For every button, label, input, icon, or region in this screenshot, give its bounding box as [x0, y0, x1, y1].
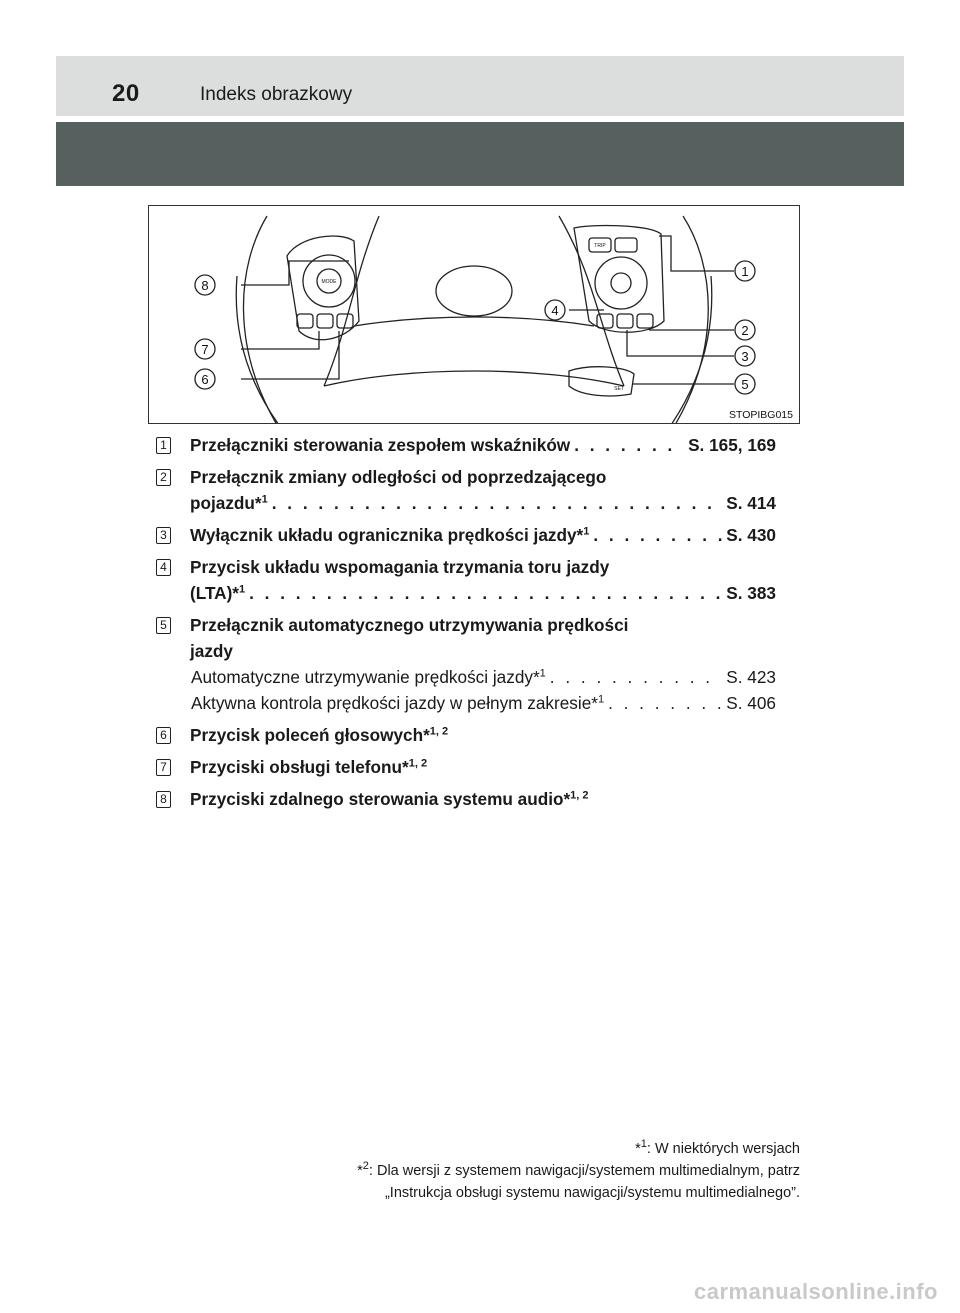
item-title: Przyciski zdalnego sterowania systemu audio*	[190, 789, 571, 809]
item-title: Wyłącznik układu ogranicznika prędkości jazdy*	[190, 525, 584, 545]
list-item	[156, 722, 776, 748]
sub-item-page-ref: S. 406	[726, 693, 776, 713]
header-bar	[56, 56, 904, 116]
list-item	[156, 432, 776, 458]
trip-button-label: TRIP	[594, 243, 606, 249]
callout-3: 3	[741, 349, 749, 364]
item-page-ref: S. 383	[726, 583, 776, 603]
footnote-ref: 1	[261, 493, 268, 506]
footnote-2: *$^2$: Dla wersji z systemem nawigacji/systemem multimedialnym, patrz	[357, 1160, 800, 1179]
footnote-ref: 1	[583, 525, 590, 538]
list-item	[156, 464, 776, 516]
callout-4: 4	[551, 303, 559, 318]
footnote-ref: 1	[597, 693, 605, 706]
footnote-ref: 1	[539, 667, 546, 680]
callout-7: 7	[201, 342, 209, 357]
callout-5: 5	[741, 377, 749, 392]
leader-dots	[593, 522, 722, 548]
section-band	[56, 122, 904, 186]
item-title: Przełącznik zmiany odległości od poprzedzającego	[190, 467, 607, 487]
footnote-ref: 1	[239, 583, 246, 596]
item-number: 1	[156, 437, 171, 454]
list-item	[156, 786, 776, 812]
callout-2: 2	[741, 323, 749, 338]
steering-wheel-illustration	[149, 206, 800, 424]
item-title: Przycisk poleceń głosowych*	[190, 725, 430, 745]
sub-item-page-ref: S. 423	[726, 667, 776, 687]
item-number: 2	[156, 469, 171, 486]
list-item	[156, 554, 776, 606]
sub-item-text: Aktywna kontrola prędkości jazdy w pełnym zakresie*	[191, 693, 598, 713]
footnote-ref: 1, 2	[570, 789, 589, 802]
steering-wheel-figure	[148, 205, 800, 424]
item-page-ref: S. 430	[726, 525, 776, 545]
item-number: 3	[156, 527, 171, 544]
footnote-1: *$^1$: W niektórych wersjach	[635, 1138, 800, 1157]
sub-item-text: Automatyczne utrzymywanie prędkości jazdy*	[191, 667, 540, 687]
footnotes	[357, 1138, 800, 1204]
leader-dots	[608, 690, 722, 716]
item-number: 5	[156, 617, 171, 634]
item-number: 8	[156, 791, 171, 808]
item-title: Przełącznik automatycznego utrzymywania prędkości	[190, 615, 629, 635]
item-title-cont: jazdy	[190, 641, 233, 661]
figure-code: STOPIBG015	[728, 409, 793, 421]
leader-dots	[550, 664, 723, 690]
callout-1: 1	[741, 264, 749, 279]
watermark: carmanualsonline.info	[694, 1279, 938, 1304]
mode-button-label: MODE	[321, 279, 337, 285]
callout-8: 8	[201, 278, 209, 293]
item-page-ref: S. 165, 169	[688, 435, 776, 455]
item-title: Przycisk układu wspomagania trzymania toru jazdy	[190, 557, 610, 577]
item-number: 7	[156, 759, 171, 776]
callout-6: 6	[201, 372, 209, 387]
item-list	[156, 432, 776, 818]
item-title-cont: pojazdu*	[190, 493, 262, 513]
leader-dots	[272, 490, 723, 516]
list-item	[156, 612, 776, 716]
page-number: 20	[112, 80, 140, 107]
leader-dots	[249, 580, 722, 606]
item-number: 6	[156, 727, 171, 744]
footnote-ref: 1, 2	[429, 725, 449, 738]
list-item	[156, 522, 776, 548]
list-item	[156, 754, 776, 780]
set-button-label: SET	[614, 386, 624, 392]
footnote-2-continuation: „Instrukcja obsługi systemu nawigacji/systemu multimedialnego”.	[384, 1185, 800, 1201]
page-title: Indeks obrazkowy	[200, 84, 353, 105]
item-title: Przełączniki sterowania zespołem wskaźników	[190, 435, 571, 455]
footnote-ref: 1, 2	[408, 757, 428, 770]
item-page-ref: S. 414	[726, 493, 776, 513]
leader-dots	[574, 432, 684, 458]
item-title: Przyciski obsługi telefonu*	[190, 757, 409, 777]
item-number: 4	[156, 559, 171, 576]
item-title-cont: (LTA)*	[190, 583, 239, 603]
